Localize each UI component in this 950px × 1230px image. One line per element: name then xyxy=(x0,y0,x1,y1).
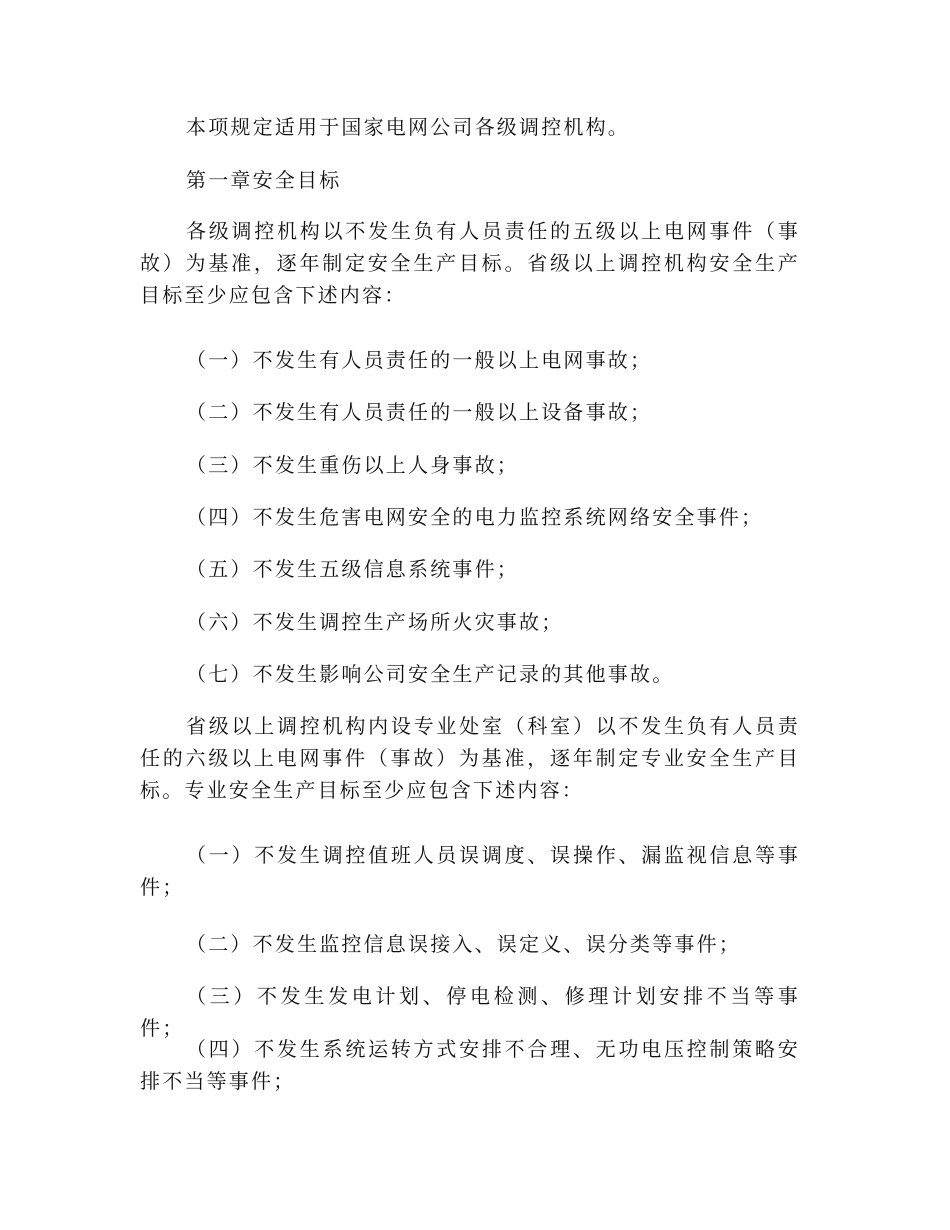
list-item: （一）不发生调控值班人员误调度、误操作、漏监视信息等事件； xyxy=(140,843,800,899)
list-item: （六）不发生调控生产场所火灾事故； xyxy=(186,610,564,634)
list-item: （四）不发生系统运转方式安排不合理、无功电压控制策略安排不当等事件； xyxy=(140,1037,800,1093)
list-item: （二）不发生有人员责任的一般以上设备事故； xyxy=(186,400,653,424)
list-item: （三）不发生发电计划、停电检测、修理计划安排不当等事件； xyxy=(140,984,800,1040)
list-item: （二）不发生监控信息误接入、误定义、误分类等事件； xyxy=(186,932,741,956)
list-item: （七）不发生影响公司安全生产记录的其他事故。 xyxy=(186,662,675,686)
paragraph-professional-goal: 省级以上调控机构内设专业处室（科室）以不发生负有人员责任的六级以上电网事件（事故）为基准，逐年制定专业安全生产目标。专业安全生产目标至少应包含下述内容： xyxy=(140,714,800,802)
paragraph-scope: 本项规定适用于国家电网公司各级调控机构。 xyxy=(186,115,630,139)
list-item: （四）不发生危害电网安全的电力监控系统网络安全事件； xyxy=(186,505,764,529)
list-item: （三）不发生重伤以上人身事故； xyxy=(186,453,519,477)
paragraph-safety-goal: 各级调控机构以不发生负有人员责任的五级以上电网事件（事故）为基准，逐年制定安全生产目标。省级以上调控机构安全生产目标至少应包含下述内容： xyxy=(140,219,800,307)
list-item: （一）不发生有人员责任的一般以上电网事故； xyxy=(186,348,653,372)
chapter-heading: 第一章安全目标 xyxy=(186,168,342,192)
list-item: （五）不发生五级信息系统事件； xyxy=(186,557,519,581)
